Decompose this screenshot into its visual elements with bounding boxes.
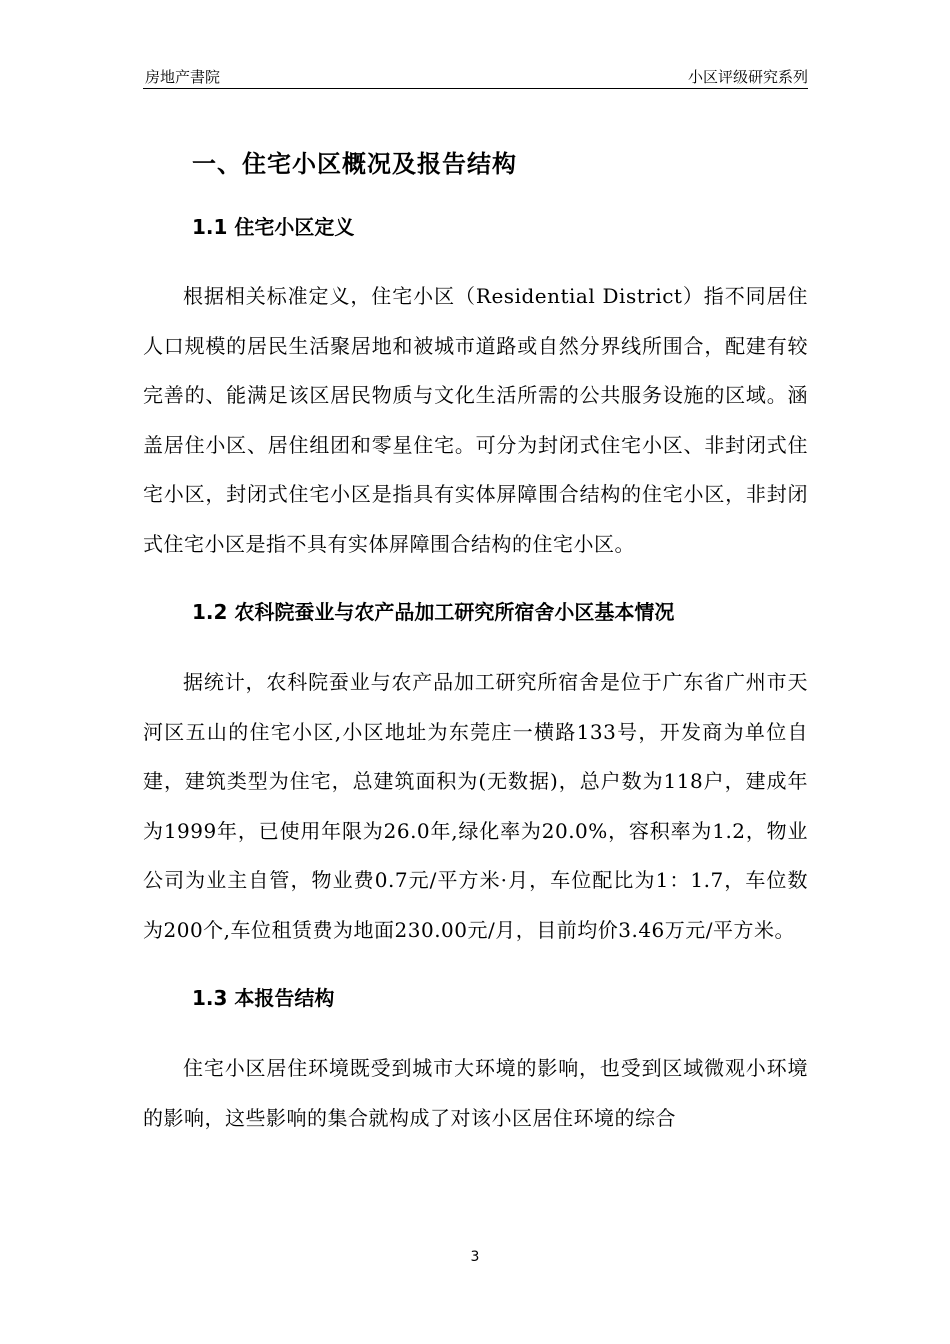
section-title-1-3: 1.3 本报告结构 — [192, 986, 335, 1010]
document-body — [143, 140, 808, 1143]
header-series-title: 小区评级研究系列 — [687, 68, 808, 86]
chapter-title: 一、住宅小区概况及报告结构 — [192, 150, 517, 178]
section-paragraph-1-2: 据统计，农科院蚕业与农产品加工研究所宿舍是位于广东省广州市天河区五山的住宅小区,小区地址为东莞庄一横路133号，开发商为单位自建，建筑类型为住宅，总建筑面积为(无数据)，总户数为118户，建成年为1999年，已使用年限为26.0年,绿化率为20.0%，容积率为1.2，物业公司为业主自管，物业费0.7元/平方米·月，车位配比为1：1.7，车位数为200个,车位租赁费为地面230.00元/月，目前均价3.46万元/平方米。 — [143, 670, 808, 942]
section-title-1-2: 1.2 农科院蚕业与农产品加工研究所宿舍小区基本情况 — [192, 600, 675, 624]
section-paragraph-1-3: 住宅小区居住环境既受到城市大环境的影响，也受到区域微观小环境的影响，这些影响的集合就构成了对该小区居住环境的综合 — [143, 1056, 808, 1130]
section-title-1-1: 1.1 住宅小区定义 — [192, 215, 355, 239]
header-publisher: 房地产書院 — [145, 68, 221, 86]
page-header — [143, 64, 808, 89]
section-paragraph-1-1: 根据相关标准定义，住宅小区（Residential District）指不同居住人口规模的居民生活聚居地和被城市道路或自然分界线所围合，配建有较完善的、能满足该区居民物质与文化生活所需的公共服务设施的区域。涵盖居住小区、居住组团和零星住宅。可分为封闭式住宅小区、非封闭式住宅小区，封闭式住宅小区是指具有实体屏障围合结构的住宅小区，非封闭式住宅小区是指不具有实体屏障围合结构的住宅小区。 — [143, 284, 808, 556]
page-number: 3 — [470, 1249, 480, 1265]
